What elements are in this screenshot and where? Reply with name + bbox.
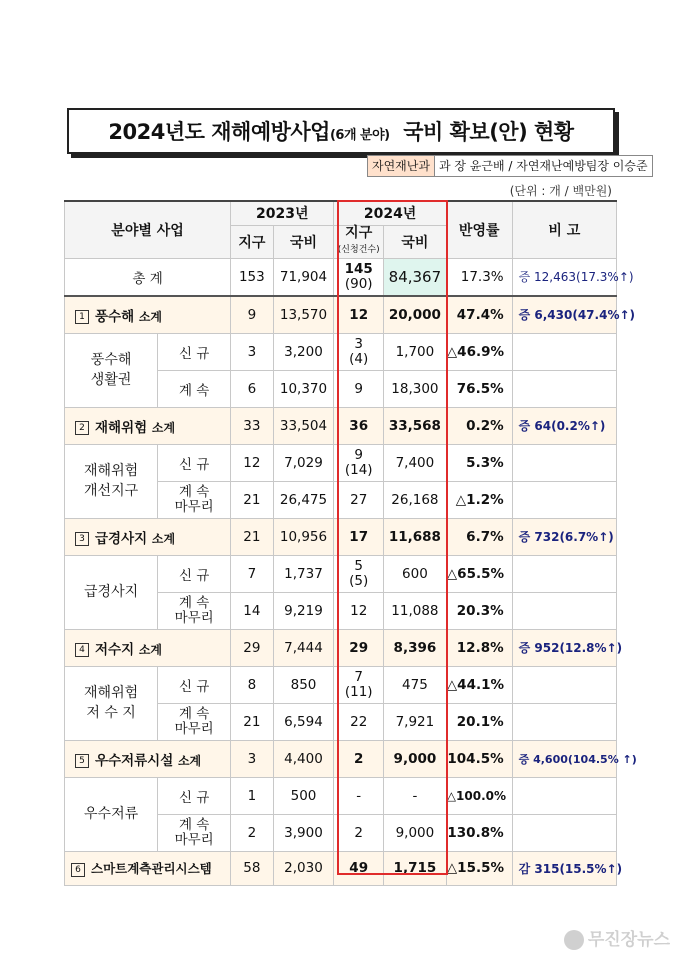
s4-group-a: 재해위험: [84, 685, 139, 701]
s5-r2-type-b: 마무리: [174, 831, 214, 848]
s4-n23: 7,444: [273, 629, 334, 666]
s4-rate: 12.8%: [446, 629, 512, 666]
s4-r2-type-b: 마무리: [174, 720, 214, 737]
total-d23: 153: [231, 258, 274, 296]
header-2024-district-cell: [334, 225, 384, 258]
s4-r2-d23: 21: [231, 703, 274, 740]
s3-d24: 17: [334, 518, 384, 555]
s5-n24: 9,000: [384, 740, 447, 777]
s6-rate: △15.5%: [446, 851, 512, 885]
s3-r2-n24: 11,088: [384, 592, 447, 629]
s1-rate: 47.4%: [446, 296, 512, 333]
s1-r2-d24: 9: [334, 370, 384, 407]
s5-r1-note: [512, 777, 616, 814]
header-remark: 비 고: [512, 201, 616, 258]
total-note: 증 12,463(17.3%↑): [512, 258, 616, 296]
s5-r2-n24: 9,000: [384, 814, 447, 851]
s5-group-a: 우수저류: [84, 806, 139, 822]
s1-note: 증 6,430(47.4%↑): [512, 296, 616, 333]
s4-r2-note: [512, 703, 616, 740]
s5-group-cell: [65, 777, 158, 851]
s2-r2-d23: 21: [231, 481, 274, 518]
s4-r2-type-a: 계 속: [178, 705, 210, 722]
s3-r1-d24-apps: (5): [349, 572, 369, 589]
section-4-new-row: [65, 666, 617, 703]
section-1-label-cell: [65, 296, 231, 333]
s1-r2-rate: 76.5%: [446, 370, 512, 407]
header-2023: 2023년: [231, 201, 334, 225]
s4-r1-n24: 475: [384, 666, 447, 703]
s3-r2-type-a: 계 속: [178, 594, 210, 611]
section-3-subtotal-row: [65, 518, 617, 555]
s3-r2-d23: 14: [231, 592, 274, 629]
s2-note: 증 64(0.2%↑): [512, 407, 616, 444]
section-6-label-cell: [65, 851, 231, 885]
title-sub: (6개 분야): [329, 128, 390, 143]
s2-r1-d24-cell: [334, 444, 384, 481]
s4-r2-n23: 6,594: [273, 703, 334, 740]
section-4-suffix: 소계: [138, 642, 163, 657]
total-n23: 71,904: [273, 258, 334, 296]
s4-r2-type-cell: [158, 703, 231, 740]
s3-group-cell: [65, 555, 158, 629]
s3-r1-note: [512, 555, 616, 592]
s3-r1-type: 신 규: [158, 555, 231, 592]
s1-n24: 20,000: [384, 296, 447, 333]
s2-r1-n24: 7,400: [384, 444, 447, 481]
s2-r2-note: [512, 481, 616, 518]
s2-r1-d24-apps: (14): [344, 461, 373, 478]
section-2-label: 재해위험: [95, 419, 148, 436]
header-2024-district: 지구: [345, 224, 373, 241]
s5-r1-d24: -: [334, 777, 384, 814]
s4-d24: 29: [334, 629, 384, 666]
total-n24: 84,367: [384, 258, 447, 296]
s6-n24: 1,715: [384, 851, 447, 885]
s4-r1-n23: 850: [273, 666, 334, 703]
s1-r2-n23: 10,370: [273, 370, 334, 407]
header-2024: 2024년: [334, 201, 446, 225]
s1-r2-note: [512, 370, 616, 407]
s1-r1-d24-cell: [334, 333, 384, 370]
s3-note: 증 732(6.7%↑): [512, 518, 616, 555]
s5-d24: 2: [334, 740, 384, 777]
s1-r1-d23: 3: [231, 333, 274, 370]
s1-r1-n23: 3,200: [273, 333, 334, 370]
s2-rate: 0.2%: [446, 407, 512, 444]
s3-r2-rate: 20.3%: [446, 592, 512, 629]
section-4-number: 4: [75, 643, 89, 657]
s5-r2-n23: 3,900: [273, 814, 334, 851]
section-1-number: 1: [75, 310, 89, 324]
watermark-logo-icon: [564, 930, 584, 950]
section-2-new-row: [65, 444, 617, 481]
section-4-label-cell: [65, 629, 231, 666]
section-3-new-row: [65, 555, 617, 592]
section-4-label: 저수지: [95, 641, 135, 658]
s6-n23: 2,030: [273, 851, 334, 885]
s1-n23: 13,570: [273, 296, 334, 333]
s5-r2-note: [512, 814, 616, 851]
s4-r1-d24-apps: (11): [344, 683, 373, 700]
section-1-subtotal-row: [65, 296, 617, 333]
s5-r2-type-cell: [158, 814, 231, 851]
s2-r2-d24: 27: [334, 481, 384, 518]
s5-r1-rate: △100.0%: [446, 777, 512, 814]
section-5-label-cell: [65, 740, 231, 777]
s3-r1-n24: 600: [384, 555, 447, 592]
s2-r2-type-b: 마무리: [174, 498, 214, 515]
section-2-label-cell: [65, 407, 231, 444]
s6-note: 감 315(15.5%↑): [512, 851, 616, 885]
s2-r2-n23: 26,475: [273, 481, 334, 518]
unit-note: (단위 : 개 / 백만원): [509, 184, 612, 198]
s5-r1-n23: 500: [273, 777, 334, 814]
s3-r2-n23: 9,219: [273, 592, 334, 629]
staff-label: 과 장 윤근배 / 자연재난예방팀장 이승준: [435, 156, 652, 176]
title-tail: 국비 확보(안) 현황: [403, 120, 574, 144]
s1-d23: 9: [231, 296, 274, 333]
department-info: [367, 155, 653, 177]
s2-r2-rate: △1.2%: [446, 481, 512, 518]
s5-r1-d23: 1: [231, 777, 274, 814]
s2-r1-type: 신 규: [158, 444, 231, 481]
watermark-text: 무진장뉴스: [587, 930, 670, 950]
s4-group-b: 저 수 지: [86, 705, 136, 721]
s1-r2-type: 계 속: [158, 370, 231, 407]
s5-n23: 4,400: [273, 740, 334, 777]
s3-r2-note: [512, 592, 616, 629]
s3-r1-n23: 1,737: [273, 555, 334, 592]
section-3-suffix: 소계: [151, 531, 176, 546]
watermark: [564, 925, 670, 950]
s4-r2-rate: 20.1%: [446, 703, 512, 740]
s4-group-cell: [65, 666, 158, 740]
s3-n24: 11,688: [384, 518, 447, 555]
section-5-suffix: 소계: [177, 753, 202, 768]
total-row: [65, 258, 617, 296]
s5-r2-rate: 130.8%: [446, 814, 512, 851]
section-3-label: 급경사지: [95, 530, 148, 547]
s4-n24: 8,396: [384, 629, 447, 666]
header-2024-national: 국비: [384, 225, 447, 258]
title-box: [67, 108, 615, 154]
s2-r1-d24: 9: [354, 446, 363, 463]
s2-r2-type-cell: [158, 481, 231, 518]
s5-d23: 3: [231, 740, 274, 777]
s3-r2-d24: 12: [334, 592, 384, 629]
header-2023-national: 국비: [273, 225, 334, 258]
s1-r1-d24-apps: (4): [349, 350, 369, 367]
header-rate: 반영률: [446, 201, 512, 258]
division-label: 자연재난과: [368, 156, 435, 176]
s2-r1-rate: 5.3%: [446, 444, 512, 481]
section-5-number: 5: [75, 754, 89, 768]
s1-group-b: 생활권: [90, 372, 132, 388]
section-3-label-cell: [65, 518, 231, 555]
s4-r1-d24: 7: [354, 668, 363, 685]
title-main: 2024년도 재해예방사업: [108, 120, 330, 144]
s1-r1-n24: 1,700: [384, 333, 447, 370]
total-d24-apps: (90): [344, 275, 373, 292]
s2-n24: 33,568: [384, 407, 447, 444]
s5-r2-type-a: 계 속: [178, 816, 210, 833]
header-category: 분야별 사업: [65, 201, 231, 258]
s3-r1-d24: 5: [354, 557, 363, 574]
section-6-label: 스마트계측관리시스템: [91, 861, 212, 876]
section-2-number: 2: [75, 421, 89, 435]
s1-r1-d24: 3: [354, 335, 363, 352]
s1-group-a: 풍수해: [90, 352, 132, 368]
header-district-note: (신청건수): [337, 244, 380, 255]
section-5-new-row: [65, 777, 617, 814]
total-label: 총 계: [65, 258, 231, 296]
total-d24-cell: [334, 258, 384, 296]
s3-group-a: 급경사지: [84, 584, 139, 600]
s2-d24: 36: [334, 407, 384, 444]
s4-r1-d23: 8: [231, 666, 274, 703]
s2-r1-n23: 7,029: [273, 444, 334, 481]
s1-r1-note: [512, 333, 616, 370]
s2-group-a: 재해위험: [84, 463, 139, 479]
section-1-label: 풍수해: [95, 308, 135, 325]
total-d24: 145: [344, 260, 373, 277]
s2-group-cell: [65, 444, 158, 518]
s2-r1-d23: 12: [231, 444, 274, 481]
section-1-new-row: [65, 333, 617, 370]
section-5-label: 우수저류시설: [95, 752, 174, 769]
section-1-suffix: 소계: [138, 309, 163, 324]
s5-note: 증 4,600(104.5% ↑): [512, 740, 616, 777]
section-4-subtotal-row: [65, 629, 617, 666]
s6-d24: 49: [334, 851, 384, 885]
s4-r1-d24-cell: [334, 666, 384, 703]
s4-r2-d24: 22: [334, 703, 384, 740]
section-2-subtotal-row: [65, 407, 617, 444]
s4-r1-type: 신 규: [158, 666, 231, 703]
s1-d24: 12: [334, 296, 384, 333]
budget-table: [64, 200, 637, 886]
s4-r1-note: [512, 666, 616, 703]
s2-r1-note: [512, 444, 616, 481]
s5-r2-d24: 2: [334, 814, 384, 851]
section-6-number: 6: [71, 863, 85, 877]
s1-r2-d23: 6: [231, 370, 274, 407]
s3-r1-d24-cell: [334, 555, 384, 592]
s2-n23: 33,504: [273, 407, 334, 444]
s4-r1-rate: △44.1%: [446, 666, 512, 703]
section-5-subtotal-row: [65, 740, 617, 777]
s3-r1-d23: 7: [231, 555, 274, 592]
section-3-number: 3: [75, 532, 89, 546]
s5-r1-type: 신 규: [158, 777, 231, 814]
s3-r1-rate: △65.5%: [446, 555, 512, 592]
s6-d23: 58: [231, 851, 274, 885]
s3-d23: 21: [231, 518, 274, 555]
s2-r2-n24: 26,168: [384, 481, 447, 518]
s3-n23: 10,956: [273, 518, 334, 555]
header-2023-district: 지구: [231, 225, 274, 258]
s3-r2-type-cell: [158, 592, 231, 629]
s1-r2-n24: 18,300: [384, 370, 447, 407]
s2-r2-type-a: 계 속: [178, 483, 210, 500]
s1-r1-rate: △46.9%: [446, 333, 512, 370]
s3-rate: 6.7%: [446, 518, 512, 555]
s2-d23: 33: [231, 407, 274, 444]
s5-r2-d23: 2: [231, 814, 274, 851]
s1-r1-type: 신 규: [158, 333, 231, 370]
s4-r2-n24: 7,921: [384, 703, 447, 740]
total-rate: 17.3%: [446, 258, 512, 296]
s1-group-cell: [65, 333, 158, 407]
s5-rate: 104.5%: [446, 740, 512, 777]
document-title: [108, 116, 573, 146]
section-2-suffix: 소계: [151, 420, 176, 435]
section-6-row: [65, 851, 617, 885]
s4-d23: 29: [231, 629, 274, 666]
s2-group-b: 개선지구: [84, 483, 139, 499]
s5-r1-n24: -: [384, 777, 447, 814]
s4-note: 증 952(12.8%↑): [512, 629, 616, 666]
s3-r2-type-b: 마무리: [174, 609, 214, 626]
